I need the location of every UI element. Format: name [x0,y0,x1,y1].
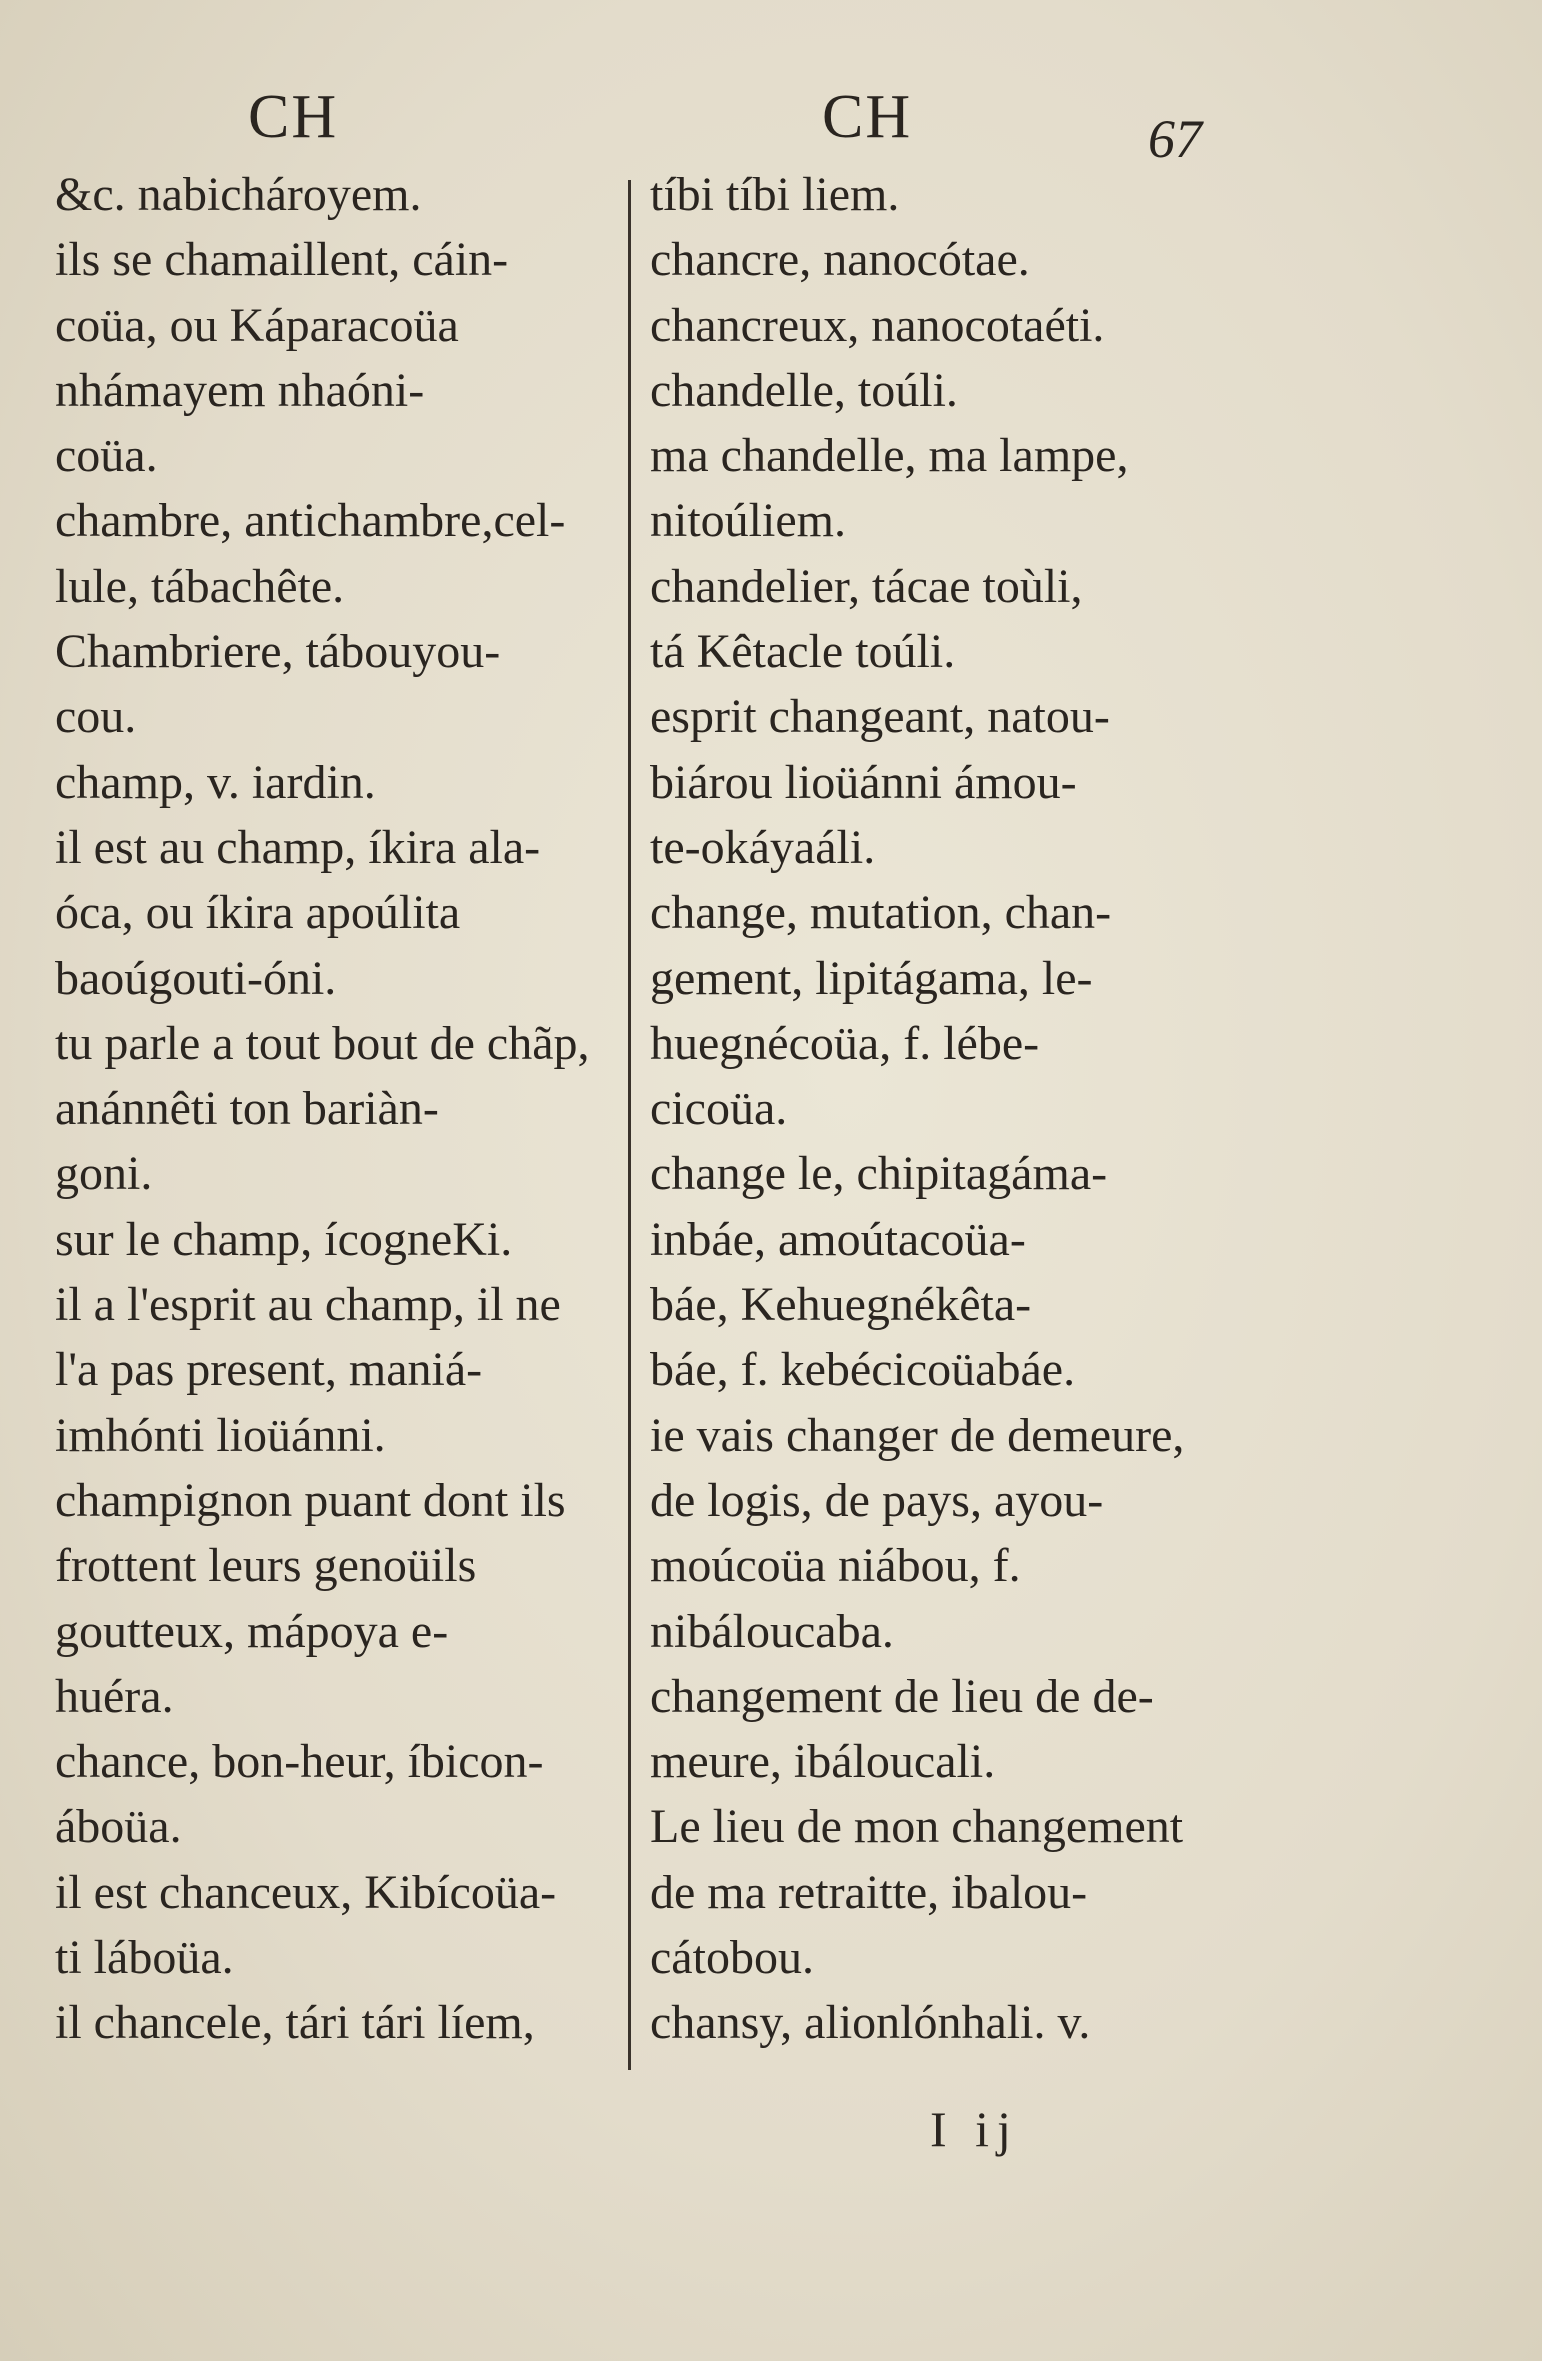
right-column-line: chansy, alionlónhali. v. [650,1996,1091,2050]
left-column-line: champ, v. iardin. [55,755,376,809]
right-column-line: tíbi tíbi liem. [650,168,900,221]
left-column-line: coüa. [55,429,158,483]
left-column-line: óca, ou íkira apoúlita [55,886,461,940]
right-column-line: cicoüa. [650,1082,788,1136]
right-column-line: biárou lioüánni ámou- [650,755,1077,809]
signature-mark: I ij [930,2101,1019,2157]
left-column-line: baoúgouti-óni. [55,951,337,1005]
left-column [55,162,615,2056]
left-column-line: anánnêti ton bariàn- [55,1082,439,1136]
column-divider [628,180,631,2070]
left-column-line: nhámayem nhaóni- [55,363,425,417]
right-column-line: changement de lieu de de- [650,1669,1154,1723]
right-column-line: huegnécoüa, f. lébe- [650,1016,1040,1070]
right-column-line: esprit changeant, natou- [650,690,1110,744]
left-column-line: cou. [55,690,137,744]
left-column-line: goutteux, mápoya e- [55,1604,449,1658]
right-column-line: change, mutation, chan- [650,886,1112,940]
left-column-line: champignon puant dont ils [55,1473,566,1527]
left-column-line: tu parle a tout bout de chãp, [55,1016,590,1070]
left-column-line: il est chanceux, Kibícoüa- [55,1865,557,1919]
right-column-line: inbáe, amoútacoüa- [650,1212,1026,1266]
left-column-line: il chancele, tári tári líem, [55,1996,535,2050]
left-column-line: goni. [55,1147,153,1201]
right-column-line: báe, f. kebécicoüabáe. [650,1343,1076,1397]
left-column-line: lule, tábachête. [55,559,345,613]
left-column-line: &c. nabichároyem. [55,168,422,221]
left-column-line: chance, bon-heur, íbicon- [55,1735,544,1789]
right-column-line: chandelle, toúli. [650,363,958,417]
right-column-line: nitoúliem. [650,494,846,548]
left-column-line: coüa, ou Káparacoüa [55,298,459,352]
right-column-line: moúcoüa niábou, f. [650,1539,1021,1593]
left-column-line: ils se chamaillent, cáin- [55,233,509,287]
right-column [650,162,1230,2056]
running-head-left: CH [248,83,339,151]
left-column-line: imhónti lioüánni. [55,1408,386,1462]
right-column-line: ie vais changer de demeure, [650,1408,1185,1462]
right-column-line: báe, Kehuegnékêta- [650,1278,1032,1332]
left-column-line: sur le champ, ícogneKi. [55,1212,513,1266]
left-column-line: áboüa. [55,1800,182,1854]
page-number: 67 [1148,109,1202,169]
left-column-line: frottent leurs genoüils [55,1539,477,1593]
right-column-line: de ma retraitte, ibalou- [650,1865,1088,1919]
running-head-right: CH [822,83,913,151]
right-column-line: chancre, nanocótae. [650,233,1030,287]
right-column-line: change le, chipitagáma- [650,1147,1108,1201]
right-column-line: ma chandelle, ma lampe, [650,429,1129,483]
right-column-line: nibáloucaba. [650,1604,894,1658]
right-column-line: de logis, de pays, ayou- [650,1473,1104,1527]
left-column-line: huéra. [55,1669,174,1723]
left-column-line: Chambriere, tábouyou- [55,625,501,679]
left-column-line: il a l'esprit au champ, il ne [55,1278,561,1332]
left-column-line: l'a pas present, maniá- [55,1343,483,1397]
left-column-line: chambre, antichambre,cel- [55,494,566,548]
right-column-line: meure, ibáloucali. [650,1735,996,1789]
right-column-line: Le lieu de mon changement [650,1800,1184,1854]
right-column-line: tá Kêtacle toúli. [650,625,956,679]
right-column-line: cátobou. [650,1931,814,1985]
left-column-line: ti láboüa. [55,1931,234,1985]
right-column-line: gement, lipitágama, le- [650,951,1093,1005]
left-column-line: il est au champ, íkira ala- [55,820,541,874]
right-column-line: chandelier, tácae toùli, [650,559,1083,613]
right-column-line: chancreux, nanocotaéti. [650,298,1105,352]
right-column-line: te-okáyaáli. [650,820,876,874]
